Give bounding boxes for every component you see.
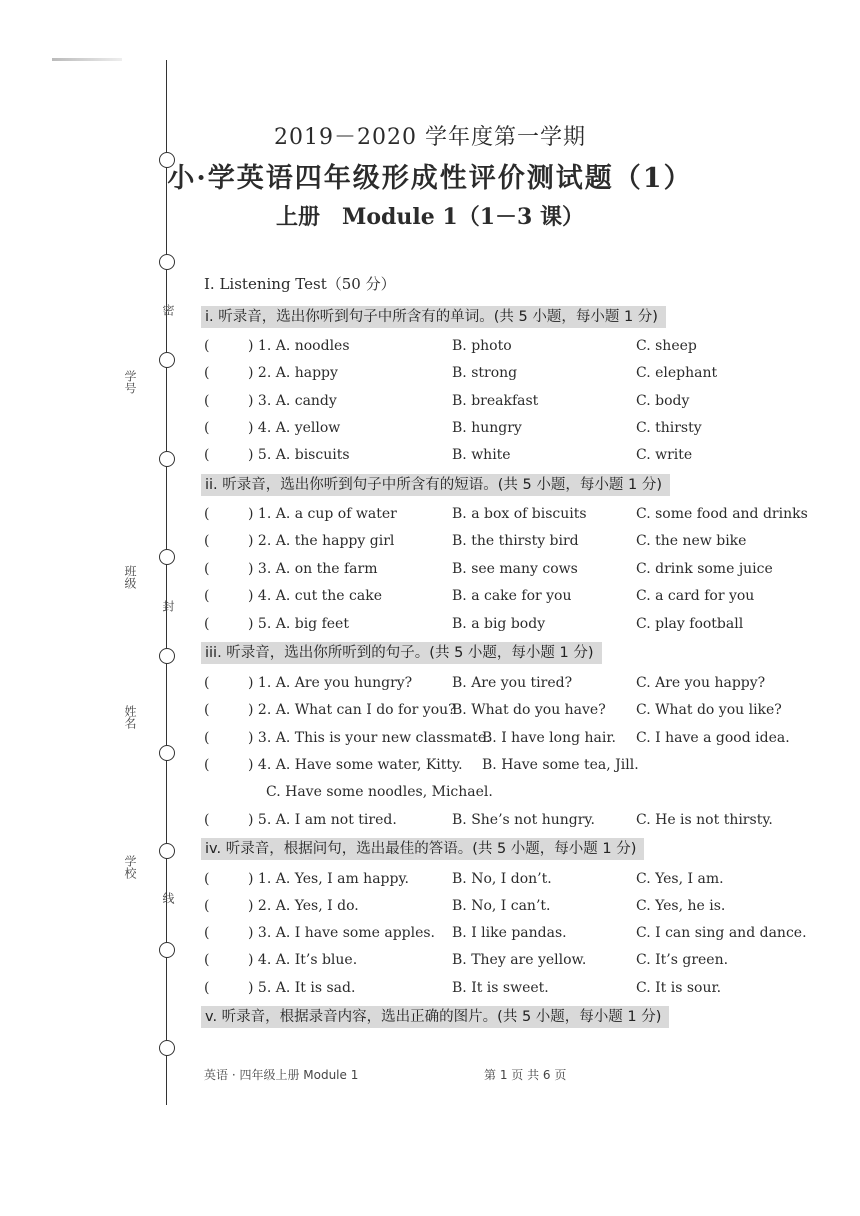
option-a: ) 2. A. Yes, I do.: [248, 898, 359, 914]
option-b: B. a cake for you: [452, 588, 572, 604]
seal-char: 封: [161, 600, 175, 612]
option-c: C. body: [636, 393, 690, 409]
field-label: 班级: [123, 565, 137, 589]
seal-char: 线: [161, 892, 175, 904]
option-b: B. No, I can’t.: [452, 898, 551, 914]
option-a: ) 1. A. Yes, I am happy.: [248, 871, 409, 887]
option-c: C. It is sour.: [636, 980, 722, 996]
option-b: B. breakfast: [452, 393, 539, 409]
option-c: C. play football: [636, 616, 744, 632]
question-row: [204, 506, 814, 528]
option-c: C. elephant: [636, 365, 718, 381]
answer-paren[interactable]: (: [204, 338, 210, 354]
question-row-continued: [204, 784, 814, 806]
module-title: 上册 Module 1（1－3 课）: [275, 204, 584, 230]
option-a: ) 3. A. I have some apples.: [248, 925, 436, 941]
answer-paren[interactable]: (: [204, 506, 210, 522]
question-row: [204, 420, 814, 442]
option-c: C. Yes, he is.: [636, 898, 726, 914]
option-b: B. She’s not hungry.: [452, 812, 595, 828]
section-header: v. 听录音，根据录音内容，选出正确的图片。(共 5 小题，每小题 1 分): [201, 1006, 669, 1028]
question-row: [204, 365, 814, 387]
binding-hole: [159, 451, 175, 467]
option-c: C. He is not thirsty.: [636, 812, 773, 828]
answer-paren[interactable]: (: [204, 616, 210, 632]
option-a: ) 2. A. the happy girl: [248, 533, 395, 549]
binding-hole: [159, 942, 175, 958]
answer-paren[interactable]: (: [204, 952, 210, 968]
answer-paren[interactable]: (: [204, 588, 210, 604]
option-a: ) 5. A. I am not tired.: [248, 812, 397, 828]
option-c: C. write: [636, 447, 693, 463]
field-label: 姓名: [123, 705, 137, 729]
answer-paren[interactable]: (: [204, 675, 210, 691]
option-a: ) 1. A. noodles: [248, 338, 350, 354]
option-a: ) 4. A. It’s blue.: [248, 952, 358, 968]
answer-paren[interactable]: (: [204, 393, 210, 409]
question-row: [204, 616, 814, 638]
option-b: B. What do you have?: [452, 702, 606, 718]
question-row: [204, 952, 814, 974]
scan-mark: [52, 58, 122, 61]
option-b: B. Are you tired?: [452, 675, 573, 691]
answer-paren[interactable]: (: [204, 420, 210, 436]
answer-paren[interactable]: (: [204, 365, 210, 381]
option-a: ) 2. A. What can I do for you?: [248, 702, 456, 718]
option-b: B. Have some tea, Jill.: [482, 757, 639, 773]
question-row: [204, 812, 814, 834]
class-field: [122, 565, 139, 589]
option-b: B. a box of biscuits: [452, 506, 587, 522]
binding-hole: [159, 254, 175, 270]
option-a: ) 5. A. big feet: [248, 616, 349, 632]
question-row: [204, 533, 814, 555]
option-b: B. I like pandas.: [452, 925, 567, 941]
option-c: C. Are you happy?: [636, 675, 766, 691]
answer-paren[interactable]: (: [204, 730, 210, 746]
option-c: C. the new bike: [636, 533, 747, 549]
question-row: [204, 561, 814, 583]
field-label: 学号: [123, 370, 137, 394]
option-c: C. What do you like?: [636, 702, 782, 718]
option-a: ) 5. A. It is sad.: [248, 980, 356, 996]
option-a: ) 4. A. cut the cake: [248, 588, 382, 604]
binding-hole: [159, 549, 175, 565]
question-row: [204, 980, 814, 1002]
section-header: i. 听录音，选出你听到句子中所含有的单词。(共 5 小题，每小题 1 分): [201, 306, 666, 328]
answer-paren[interactable]: (: [204, 561, 210, 577]
option-b: B. photo: [452, 338, 512, 354]
answer-paren[interactable]: (: [204, 447, 210, 463]
option-b: B. a big body: [452, 616, 546, 632]
option-b: B. the thirsty bird: [452, 533, 579, 549]
exam-title: 小·学英语四年级形成性评价测试题（1）: [167, 163, 693, 194]
school-field: [122, 855, 139, 879]
field-label: 学校: [123, 855, 137, 879]
option-a: ) 3. A. This is your new classmate.: [248, 730, 491, 746]
option-b: B. I have long hair.: [482, 730, 616, 746]
seal-char: 密: [161, 304, 175, 316]
question-row: [204, 338, 814, 360]
binding-hole: [159, 745, 175, 761]
option-c: C. Have some noodles, Michael.: [266, 784, 493, 800]
binding-hole: [159, 648, 175, 664]
option-c: C. a card for you: [636, 588, 755, 604]
option-b: B. No, I don’t.: [452, 871, 552, 887]
option-b: B. white: [452, 447, 511, 463]
answer-paren[interactable]: (: [204, 757, 210, 773]
option-a: ) 2. A. happy: [248, 365, 338, 381]
option-c: C. It’s green.: [636, 952, 729, 968]
page-number: 第 1 页 共 6 页: [484, 1068, 567, 1082]
option-a: ) 3. A. candy: [248, 393, 337, 409]
option-a: ) 1. A. Are you hungry?: [248, 675, 413, 691]
section-header: iv. 听录音，根据问句，选出最佳的答语。(共 5 小题，每小题 1 分): [201, 838, 644, 860]
binding-hole: [159, 352, 175, 368]
option-a: ) 4. A. yellow: [248, 420, 341, 436]
question-row: [204, 675, 814, 697]
name-field: [122, 705, 139, 729]
answer-paren[interactable]: (: [204, 925, 210, 941]
question-row: [204, 730, 814, 752]
term-title: 2019－2020 学年度第一学期: [274, 125, 586, 150]
option-c: C. Yes, I am.: [636, 871, 724, 887]
question-row: [204, 871, 814, 893]
section-header: iii. 听录音，选出你所听到的句子。(共 5 小题，每小题 1 分): [201, 642, 602, 664]
question-row: [204, 588, 814, 610]
option-c: C. drink some juice: [636, 561, 773, 577]
part-title: I. Listening Test（50 分）: [204, 275, 396, 293]
answer-paren[interactable]: (: [204, 812, 210, 828]
option-a: ) 5. A. biscuits: [248, 447, 350, 463]
answer-paren[interactable]: (: [204, 898, 210, 914]
section-header: ii. 听录音，选出你听到句子中所含有的短语。(共 5 小题，每小题 1 分): [201, 474, 670, 496]
binding-hole: [159, 843, 175, 859]
answer-paren[interactable]: (: [204, 702, 210, 718]
answer-paren[interactable]: (: [204, 980, 210, 996]
option-b: B. strong: [452, 365, 518, 381]
question-row: [204, 702, 814, 724]
question-row: [204, 925, 814, 947]
option-c: C. I can sing and dance.: [636, 925, 807, 941]
option-a: ) 4. A. Have some water, Kitty.: [248, 757, 463, 773]
option-b: B. It is sweet.: [452, 980, 549, 996]
question-row: [204, 447, 814, 469]
option-b: B. see many cows: [452, 561, 578, 577]
question-row: [204, 393, 814, 415]
option-a: ) 3. A. on the farm: [248, 561, 378, 577]
option-b: B. hungry: [452, 420, 522, 436]
answer-paren[interactable]: (: [204, 871, 210, 887]
option-a: ) 1. A. a cup of water: [248, 506, 397, 522]
option-b: B. They are yellow.: [452, 952, 587, 968]
question-row: [204, 757, 814, 779]
answer-paren[interactable]: (: [204, 533, 210, 549]
student-id-field: [122, 370, 139, 394]
option-c: C. sheep: [636, 338, 697, 354]
binding-hole: [159, 1040, 175, 1056]
option-c: C. thirsty: [636, 420, 702, 436]
footer-subject: 英语 · 四年级上册 Module 1: [204, 1068, 359, 1082]
question-row: [204, 898, 814, 920]
option-c: C. I have a good idea.: [636, 730, 790, 746]
option-c: C. some food and drinks: [636, 506, 808, 522]
